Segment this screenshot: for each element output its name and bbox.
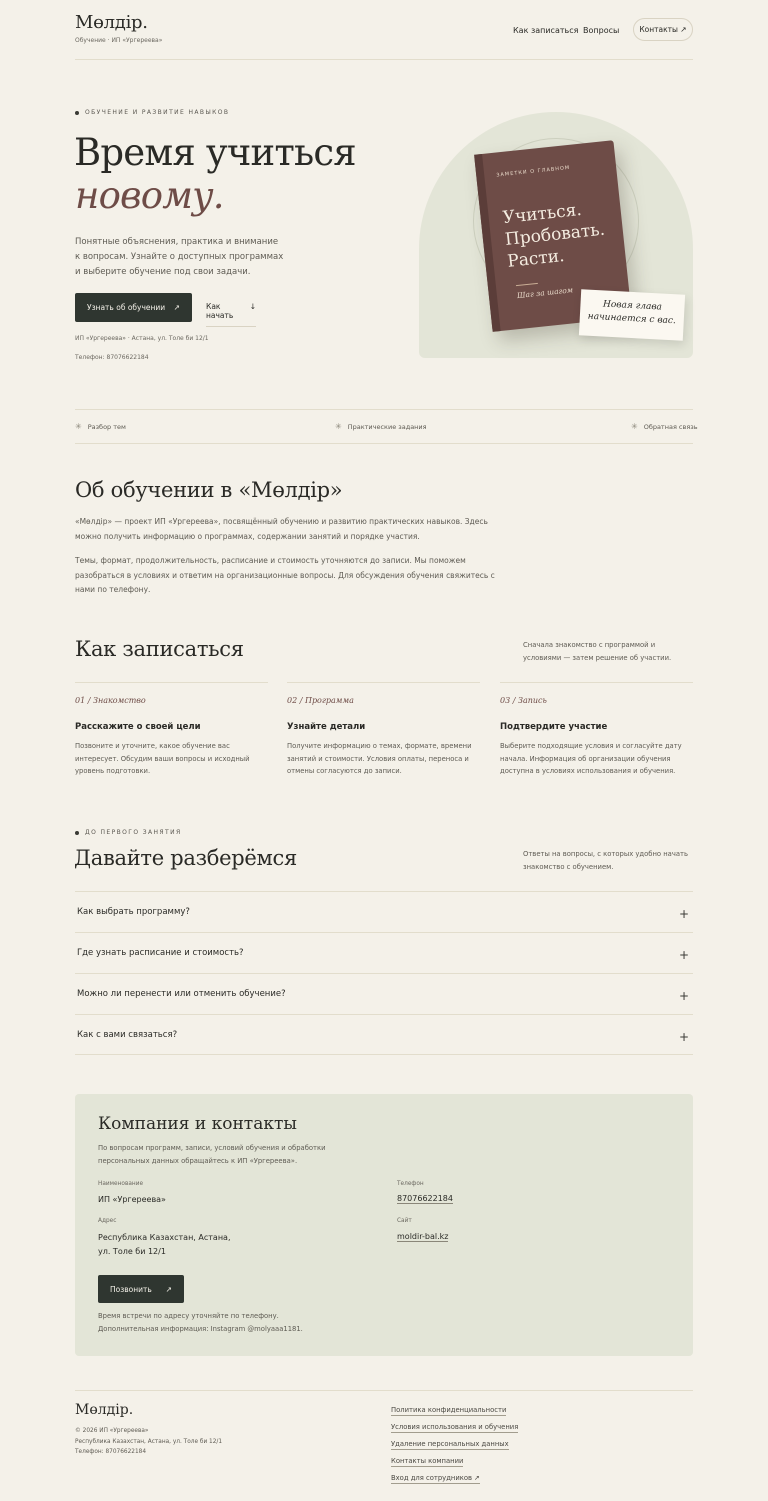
learn-more-button[interactable] (75, 293, 192, 322)
nav-link-signup[interactable]: Как записаться (513, 26, 579, 35)
company-title: Компания и контакты (98, 1114, 297, 1134)
faq-item[interactable] (75, 891, 693, 932)
feature-topics-label: Разбор тем (87, 422, 126, 431)
feature-feedback (631, 422, 698, 431)
plus-icon[interactable]: + (678, 1029, 689, 1044)
faq-eyebrow (75, 829, 182, 836)
hero-description: Понятные объяснения, практика и внимание к вопросам. Узнайте о доступных программах и выберите обучение под свои задачи. (75, 237, 284, 277)
about-paragraph-1: «Мөлдір» — проект ИП «Ургереева», посвящённый обучению и развитию практических навыков. Здесь можно получить информацию о программах, содержании занятий и порядке участия. (75, 517, 488, 541)
bullet-dot-icon (75, 831, 79, 835)
faq-question: Где узнать расписание и стоимость? (77, 948, 244, 958)
step-number: 01 / Знакомство (75, 696, 146, 705)
step-divider (287, 682, 480, 683)
company-description: По вопросам программ, записи, условий обучения и обработки персональных данных обращайтесь к ИП «Ургереева». (98, 1144, 326, 1165)
contacts-button[interactable]: Контакты ↗ (633, 18, 693, 41)
faq-aside: Ответы на вопросы, с которых удобно начать знакомство с обучением. (523, 850, 688, 871)
company-name-label: Наименование (98, 1181, 144, 1187)
hero-title: Время учиться (74, 131, 356, 174)
plus-icon[interactable]: + (678, 989, 689, 1003)
company-card (75, 1094, 693, 1356)
hero-eyebrow-text: ОБУЧЕНИЕ И РАЗВИТИЕ НАВЫКОВ (85, 109, 230, 116)
footer-link-terms[interactable]: Условия использования и обучения (391, 1423, 519, 1431)
faq-item[interactable] (75, 932, 693, 973)
step-title: Расскажите о своей цели (75, 722, 201, 732)
step-number: 02 / Программа (287, 696, 354, 705)
arrow-up-right-icon: ↗ (173, 303, 180, 312)
company-phone-link[interactable]: 87076622184 (397, 1194, 453, 1203)
step-text: Позвоните и уточните, какое обучение вас интересует. Обсудим ваши вопросы и исходный уровень подготовки. (75, 742, 250, 775)
book-title: Учиться. Пробовать. Расти. (501, 199, 606, 272)
faq-question: Можно ли перенести или отменить обучение? (77, 989, 286, 999)
arrow-down-icon: ↓ (249, 302, 256, 311)
book-divider (516, 283, 538, 286)
company-phone-label: Телефон (397, 1181, 424, 1187)
footer-address: Республика Казахстан, Астана, ул. Толе би 12/1 (75, 1438, 223, 1445)
feature-practice-label: Практические задания (347, 422, 427, 431)
company-address-line-1: Республика Казахстан, Астана, (98, 1233, 231, 1242)
faq-eyebrow-text: ДО ПЕРВОГО ЗАНЯТИЯ (85, 829, 182, 836)
book-tag: ЗАМЕТКИ О ГЛАВНОМ (496, 164, 571, 179)
call-button[interactable] (98, 1275, 184, 1303)
step-text: Получите информацию о темах, формате, времени занятий и стоимости. Условия оплаты, переноса и отмены согласуются до записи. (287, 742, 472, 775)
step-title: Узнайте детали (287, 722, 366, 732)
sparkle-icon: ✳ (631, 422, 638, 431)
footer-copyright: © 2026 ИП «Ургереева» (75, 1428, 149, 1434)
company-site-link[interactable]: moldir-bal.kz (397, 1232, 449, 1241)
faq-title: Давайте разберёмся (74, 846, 297, 870)
call-button-label: Позвонить (110, 1284, 152, 1294)
hero-address: ИП «Ургереева» · Астана, ул. Толе би 12/1 (75, 335, 209, 342)
footer-info (75, 1426, 275, 1458)
company-site-label: Сайт (397, 1218, 412, 1224)
company-note: Время встречи по адресу уточняйте по телефону. Дополнительная информация: Instagram @molyaaa1181. (98, 1312, 303, 1333)
hero-phone: Телефон: 87076622184 (75, 354, 149, 361)
nav-link-faq[interactable]: Вопросы (583, 26, 620, 35)
company-name: ИП «Ургереева» (98, 1195, 166, 1204)
how-to-start-label: Как начать (206, 302, 234, 320)
plus-icon[interactable]: + (678, 948, 689, 962)
about-paragraph-2: Темы, формат, продолжительность, расписание и стоимость уточняются до записи. Мы поможем разобраться в условиях и ответим на организационные вопросы. Для обсуждения обучения свяжитесь с нами по телефону. (75, 556, 495, 594)
bullet-dot-icon (75, 111, 79, 115)
step-number: 03 / Запись (500, 696, 547, 705)
plus-icon[interactable]: + (678, 907, 689, 921)
footer-link-contacts[interactable]: Контакты компании (391, 1457, 464, 1465)
footer-link-data-deletion[interactable]: Удаление персональных данных (391, 1440, 509, 1448)
header-divider (75, 59, 693, 60)
feature-feedback-label: Обратная связь (643, 422, 698, 431)
signup-title: Как записаться (75, 637, 244, 661)
sparkle-icon: ✳ (75, 422, 82, 431)
faq-item[interactable] (75, 1014, 693, 1055)
hero-eyebrow (75, 109, 229, 116)
about-title: Об обучении в «Мөлдір» (75, 478, 343, 502)
arrow-up-right-icon: ↗ (165, 1284, 172, 1294)
footer-link-staff-login[interactable]: Вход для сотрудников ↗ (391, 1474, 480, 1482)
logo[interactable]: Мөлдір. (75, 12, 148, 33)
tagline: Обучение · ИП «Ургереева» (75, 37, 163, 44)
faq-item[interactable] (75, 973, 693, 1014)
book-subtitle: Шаг за шагом (516, 285, 574, 301)
company-address-label: Адрес (98, 1218, 117, 1224)
strip-bottom-divider (75, 443, 693, 444)
footer-logo[interactable]: Мөлдір. (75, 1402, 134, 1418)
step-divider (500, 682, 693, 683)
step-divider (75, 682, 268, 683)
step-title: Подтвердите участие (500, 722, 608, 732)
feature-topics (75, 422, 126, 431)
signup-aside: Сначала знакомство с программой и условиями — затем решение об участии. (523, 641, 672, 662)
faq-question: Как выбрать программу? (77, 907, 190, 917)
learn-more-label: Узнать об обучении (87, 303, 166, 312)
faq-question: Как с вами связаться? (77, 1029, 178, 1040)
feature-practice (335, 422, 427, 431)
sparkle-icon: ✳ (335, 422, 342, 431)
strip-top-divider (75, 409, 693, 410)
step-text: Выберите подходящие условия и согласуйте дату начала. Информация об организации обучения доступна в условиях использования и обучения. (500, 742, 682, 775)
how-to-start-link[interactable] (206, 302, 256, 327)
footer-link-privacy[interactable]: Политика конфиденциальности (391, 1406, 507, 1414)
footer-divider (75, 1390, 693, 1391)
hero-title-accent: новому. (75, 174, 224, 217)
company-address-line-2: ул. Толе би 12/1 (98, 1247, 166, 1256)
footer-phone: Телефон: 87076622184 (75, 1449, 147, 1455)
note-card: Новая глава начинается с вас. (579, 289, 685, 340)
